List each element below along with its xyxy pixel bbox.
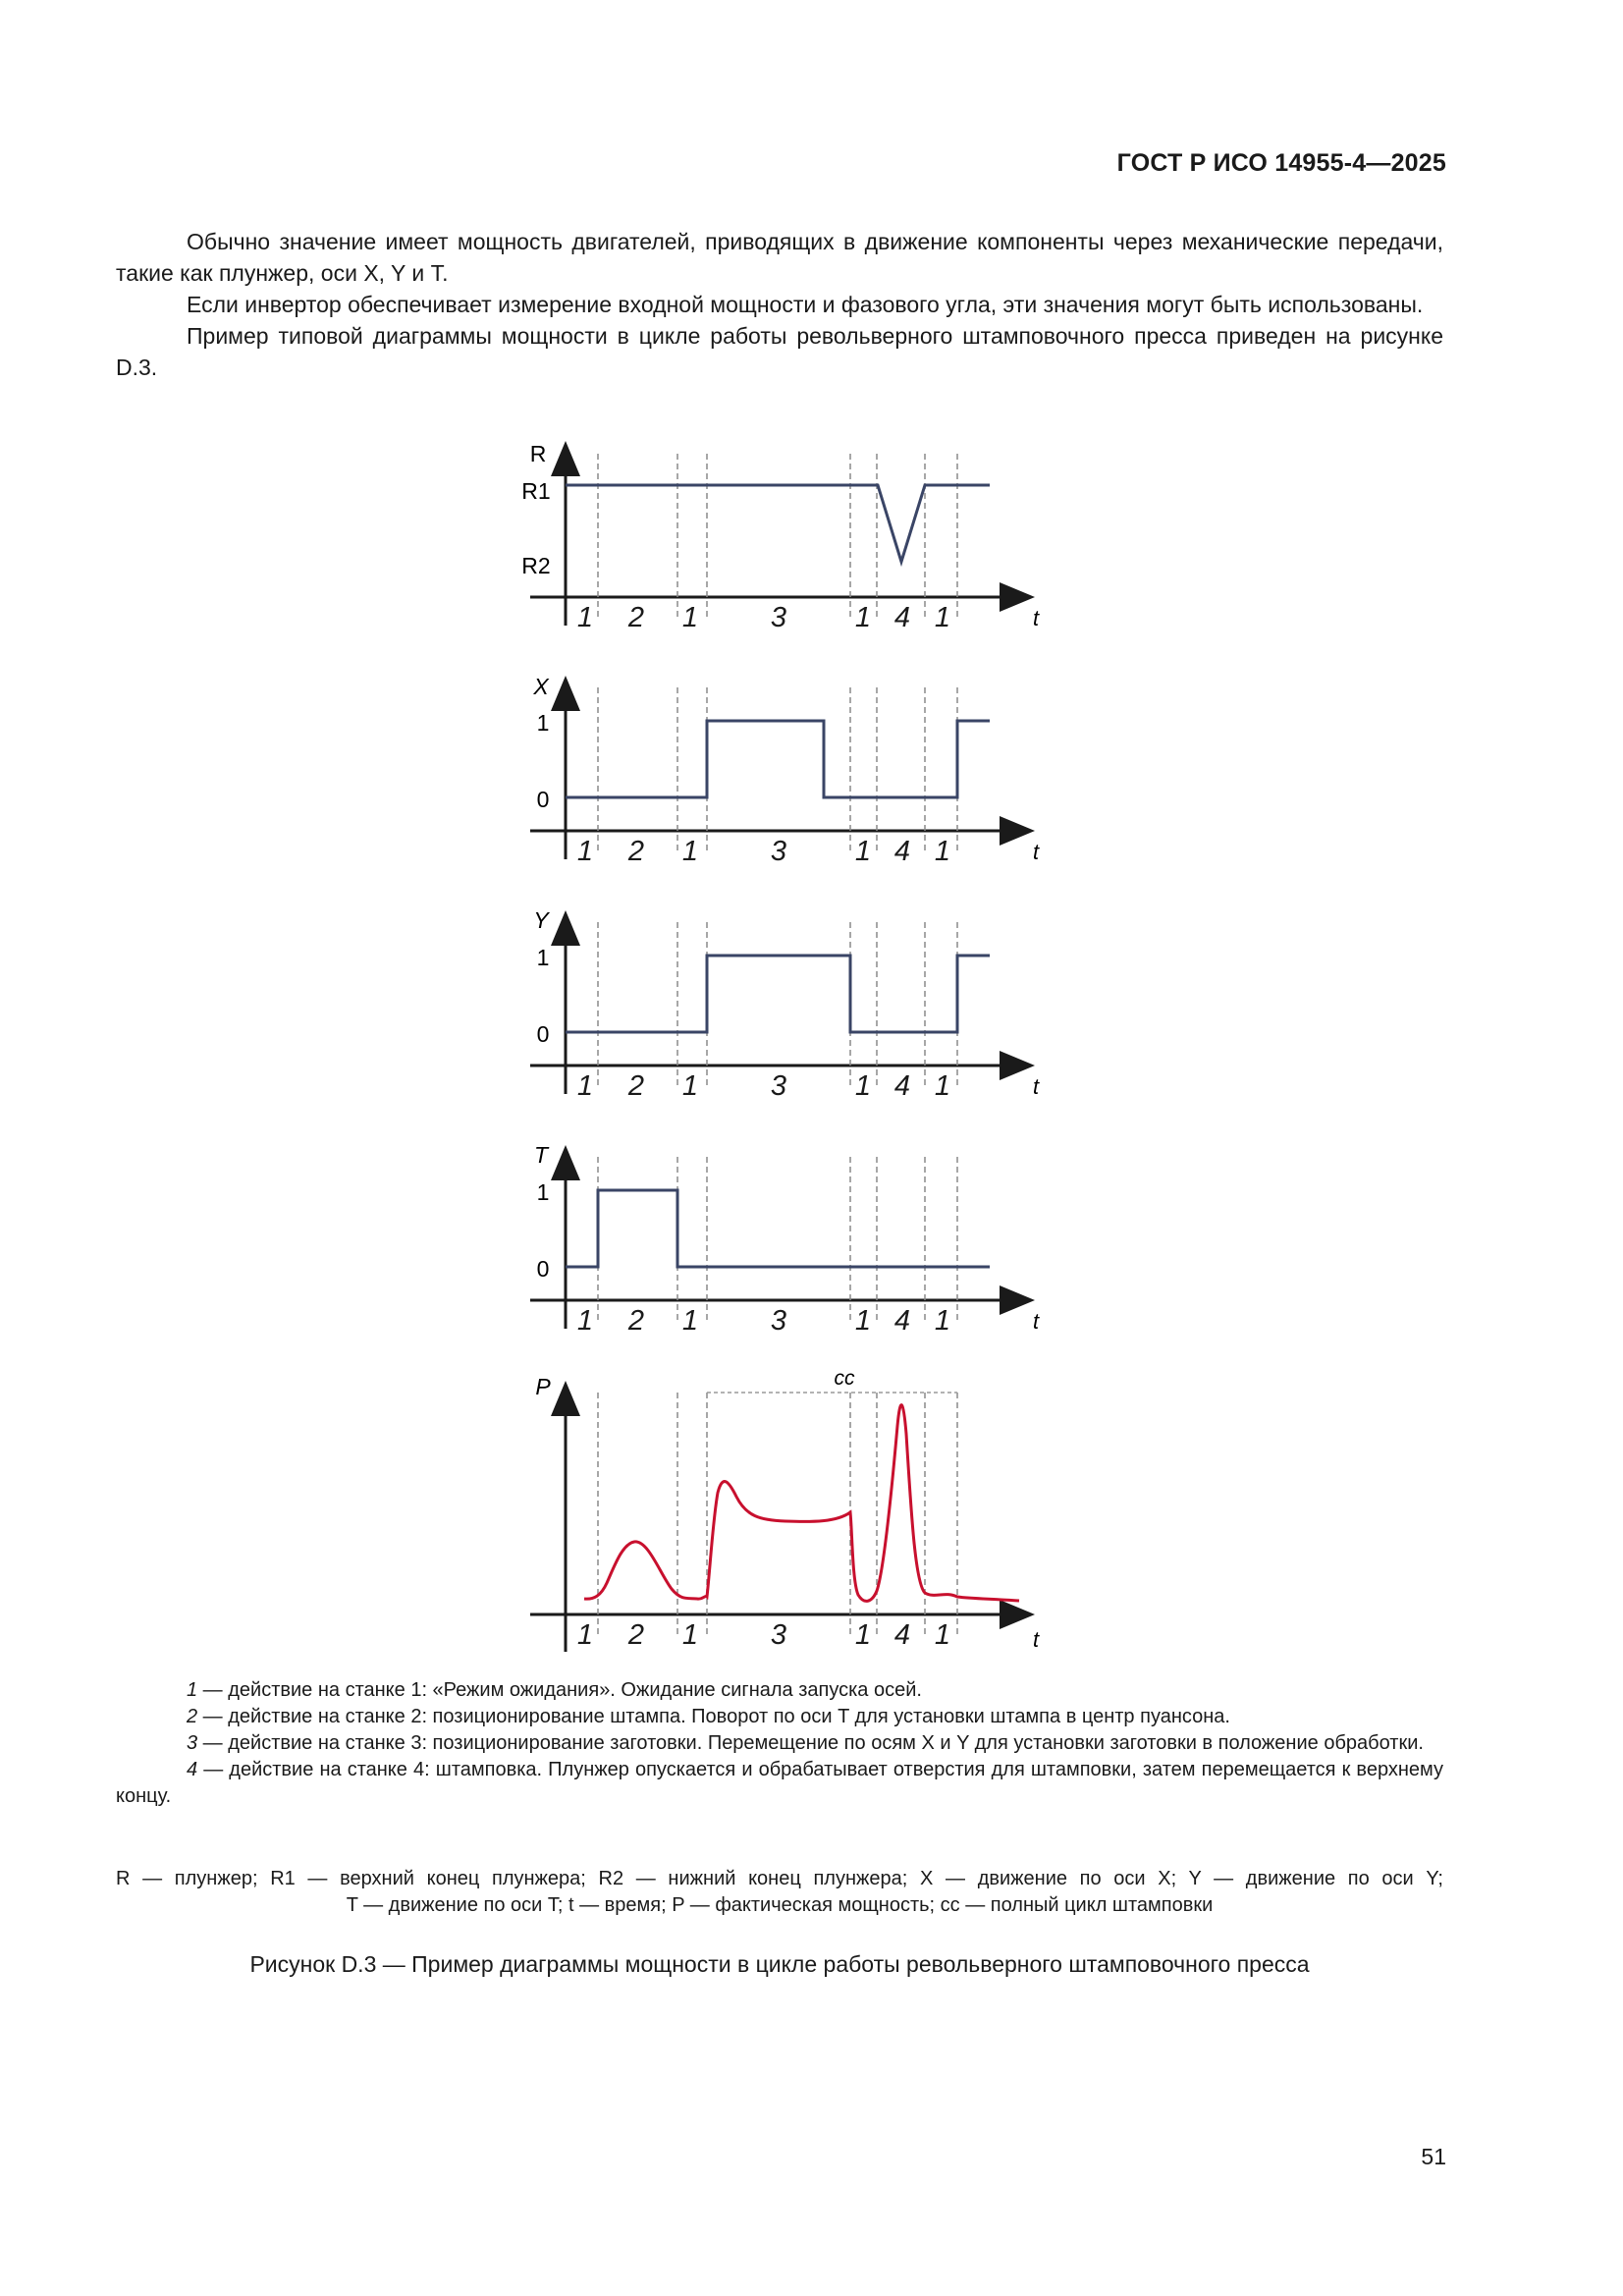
series-line-r: [566, 485, 990, 562]
y-axis-label: R: [529, 441, 547, 466]
figure-legend: [116, 1677, 1443, 1810]
y-tick-label: R1: [521, 478, 551, 504]
phase-label: 1: [934, 1619, 951, 1651]
phase-label: 4: [893, 602, 911, 633]
phase-labels: [577, 602, 950, 633]
phase-label: 1: [576, 1070, 594, 1102]
legend-number: 2: [187, 1706, 198, 1727]
phase-label: 3: [770, 1070, 787, 1102]
phase-label: 1: [934, 836, 951, 867]
chart-panel-t: [530, 1142, 1040, 1337]
phase-dividers: [598, 922, 957, 1085]
series-line-p: [584, 1405, 1019, 1602]
legend-number: 3: [187, 1732, 198, 1754]
phase-label: 1: [934, 1070, 951, 1102]
phase-label: 1: [576, 602, 594, 633]
y-tick-label: 1: [536, 945, 550, 970]
phase-dividers: [598, 687, 957, 850]
phase-labels: [577, 836, 950, 867]
phase-label: 1: [854, 1305, 872, 1337]
phase-labels: [577, 1305, 950, 1337]
legend-number: 1: [187, 1679, 198, 1701]
phase-label: 1: [854, 836, 872, 867]
phase-labels: [577, 1619, 950, 1651]
x-axis-label: t: [1032, 840, 1040, 864]
phase-label: 4: [893, 836, 911, 867]
legend-text: — действие на станке 3: позиционирование заготовки. Перемещение по осям X и Y для установки заготовки в положение обработки.: [197, 1732, 1424, 1754]
phase-label: 2: [627, 1070, 645, 1102]
phase-dividers: [598, 1393, 957, 1634]
phase-label: 2: [627, 1619, 645, 1651]
phase-label: 1: [681, 836, 699, 867]
legend-item: [116, 1757, 1443, 1810]
y-axis-label: Y: [533, 907, 549, 933]
phase-label: 3: [770, 1619, 787, 1651]
phase-label: 2: [627, 602, 645, 633]
legend-text: — действие на станке 1: «Режим ожидания». Ожидание сигнала запуска осей.: [197, 1679, 922, 1701]
series-line-x: [566, 721, 990, 797]
y-tick-label: 0: [536, 1256, 550, 1282]
series-line-t: [566, 1190, 990, 1267]
y-tick-label: 1: [536, 710, 550, 736]
x-axis-label: t: [1032, 1074, 1040, 1099]
phase-label: 1: [681, 1070, 699, 1102]
paragraph-2: Если инвертор обеспечивает измерение входной мощности и фазового угла, эти значения могут быть использованы.: [187, 292, 1424, 317]
series-line-y: [566, 956, 990, 1032]
symbols-line-2: T — движение по оси T; t — время; P — фактическая мощность; cc — полный цикл штамповки: [346, 1894, 1214, 1916]
y-axis-label: T: [533, 1142, 549, 1168]
x-axis-label: t: [1032, 606, 1040, 630]
y-tick-label: 0: [536, 1021, 550, 1047]
legend-text: — действие на станке 4: штамповка. Плунжер опускается и обрабатывает отверстия для штамповки, затем перемещается к верхнему концу.: [116, 1759, 1443, 1807]
phase-labels: [577, 1070, 950, 1102]
x-axis-label: t: [1032, 1627, 1040, 1652]
phase-label: 3: [770, 1305, 787, 1337]
phase-label: 1: [854, 602, 872, 633]
chart-panel-y: [530, 907, 1040, 1102]
document-header: ГОСТ Р ИСО 14955-4—2025: [1116, 149, 1446, 177]
symbols-line-1: R — плунжер; R1 — верхний конец плунжера; R2 — нижний конец плунжера; X — движение по оси X; Y — движение по оси Y;: [116, 1868, 1443, 1889]
phase-label: 1: [681, 602, 699, 633]
chart-panel-r: [521, 441, 1040, 633]
page-number: 51: [1421, 2144, 1446, 2169]
y-axis-label: P: [535, 1374, 551, 1399]
phase-label: 4: [893, 1305, 911, 1337]
phase-label: 1: [576, 1619, 594, 1651]
phase-dividers: [598, 454, 957, 617]
phase-label: 1: [576, 1305, 594, 1337]
phase-label: 1: [934, 602, 951, 633]
phase-label: 4: [893, 1619, 911, 1651]
phase-label: 1: [934, 1305, 951, 1337]
figure-caption: Рисунок D.3 — Пример диаграммы мощности в цикле работы револьверного штамповочного пресса: [249, 1951, 1310, 1977]
phase-label: 3: [770, 602, 787, 633]
phase-dividers: [598, 1157, 957, 1320]
x-axis-label: t: [1032, 1309, 1040, 1334]
legend-item: [116, 1730, 1443, 1757]
phase-label: 3: [770, 836, 787, 867]
phase-label: 1: [854, 1070, 872, 1102]
chart-panel-x: [530, 674, 1040, 867]
phase-label: 2: [627, 1305, 645, 1337]
phase-label: 4: [893, 1070, 911, 1102]
phase-label: 1: [681, 1619, 699, 1651]
y-axis-label: X: [533, 674, 549, 699]
legend-text: — действие на станке 2: позиционирование штампа. Поворот по оси T для установки штампа в центр пуансона.: [197, 1706, 1230, 1727]
paragraph-3: Пример типовой диаграммы мощности в цикле работы револьверного штамповочного пресса приведен на рисунке D.3.: [116, 323, 1443, 380]
y-tick-label: 1: [536, 1179, 550, 1205]
y-tick-label: 0: [536, 787, 550, 812]
paragraph-1: Обычно значение имеет мощность двигателей, приводящих в движение компоненты через механические передачи, такие как плунжер, оси X, Y и T.: [116, 229, 1443, 286]
legend-item: [116, 1677, 1443, 1704]
legend-item: [116, 1704, 1443, 1730]
phase-label: 2: [627, 836, 645, 867]
y-tick-label: R2: [521, 553, 551, 578]
phase-label: 1: [854, 1619, 872, 1651]
cc-annotation: cc: [834, 1367, 855, 1390]
symbols-key: [116, 1866, 1443, 1919]
phase-label: 1: [576, 836, 594, 867]
chart-panel-p: [530, 1367, 1040, 1652]
phase-label: 1: [681, 1305, 699, 1337]
legend-number: 4: [187, 1759, 198, 1780]
